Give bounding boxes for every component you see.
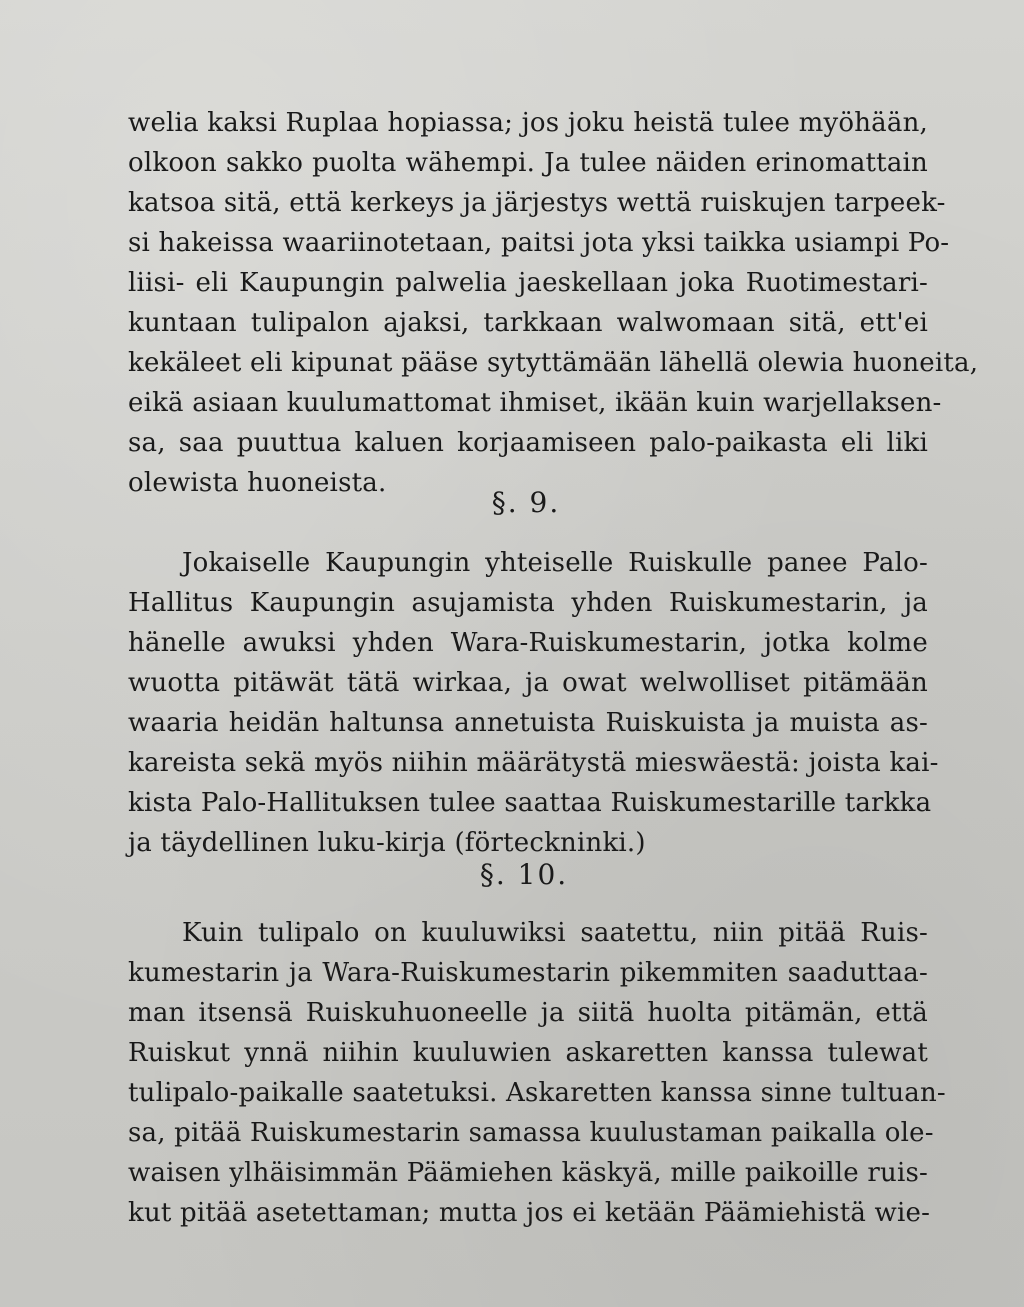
text-line: waisen ylhäisimmän Päämiehen käskyä, mille paikoille ruis- [128, 1158, 928, 1188]
text-line: hänelle awuksi yhden Wara-Ruiskumestarin, jotka kolme [128, 628, 928, 658]
text-line: Hallitus Kaupungin asujamista yhden Ruiskumestarin, ja [128, 588, 928, 618]
section-heading-9: §. 9. [491, 486, 561, 519]
text-line: olkoon sakko puolta wähempi. Ja tulee näiden erinomattain [128, 148, 928, 178]
text-line: kuntaan tulipalon ajaksi, tarkkaan walwomaan sitä, ett'ei [128, 308, 928, 338]
text-line: man itsensä Ruiskuhuoneelle ja siitä huolta pitämän, että [128, 998, 928, 1028]
text-line: Jokaiselle Kaupungin yhteiselle Ruiskulle panee Palo- [182, 548, 928, 578]
text-line: katsoa sitä, että kerkeys ja järjestys wettä ruiskujen tarpeek- [128, 188, 946, 218]
paragraph-3 [128, 913, 946, 1233]
text-line: Kuin tulipalo on kuuluwiksi saatettu, niin pitää Ruis- [182, 918, 928, 948]
text-line: kista Palo-Hallituksen tulee saattaa Ruiskumestarille tarkka [128, 788, 932, 818]
text-line: waaria heidän haltunsa annetuista Ruiskuista ja muista as- [128, 708, 928, 738]
text-line: eikä asiaan kuulumattomat ihmiset, ikään kuin warjellaksen- [128, 388, 942, 418]
text-line: olewista huoneista. [128, 468, 387, 498]
text-line: welia kaksi Ruplaa hopiassa; jos joku heistä tulee myöhään, [128, 108, 928, 138]
section-heading-10: §. 10. [479, 858, 569, 891]
paragraph-2 [128, 543, 939, 863]
text-line: sa, pitää Ruiskumestarin samassa kuulustaman paikalla ole- [128, 1118, 934, 1148]
text-line: Ruiskut ynnä niihin kuuluwien askaretten kanssa tulewat [128, 1038, 928, 1068]
text-line: liisi- eli Kaupungin palwelia jaeskellaan joka Ruotimestari- [128, 268, 928, 298]
text-line: wuotta pitäwät tätä wirkaa, ja owat welwolliset pitämään [128, 668, 928, 698]
paragraph-1 [128, 103, 979, 503]
text-line: kumestarin ja Wara-Ruiskumestarin pikemmiten saaduttaa- [128, 958, 928, 988]
text-line: kareista sekä myös niihin määrätystä mieswäestä: joista kai- [128, 748, 939, 778]
text-line: tulipalo-paikalle saatetuksi. Askaretten kanssa sinne tultuan- [128, 1078, 946, 1108]
text-line: si hakeissa waariinotetaan, paitsi jota yksi taikka usiampi Po- [128, 228, 950, 258]
text-line: kekäleet eli kipunat pääse sytyttämään lähellä olewia huoneita, [128, 348, 979, 378]
text-line: sa, saa puuttua kaluen korjaamiseen palo-paikasta eli liki [128, 428, 928, 458]
text-line: ja täydellinen luku-kirja (förteckninki.) [128, 828, 646, 858]
text-line: kut pitää asetettaman; mutta jos ei ketään Päämiehistä wie- [128, 1198, 931, 1228]
